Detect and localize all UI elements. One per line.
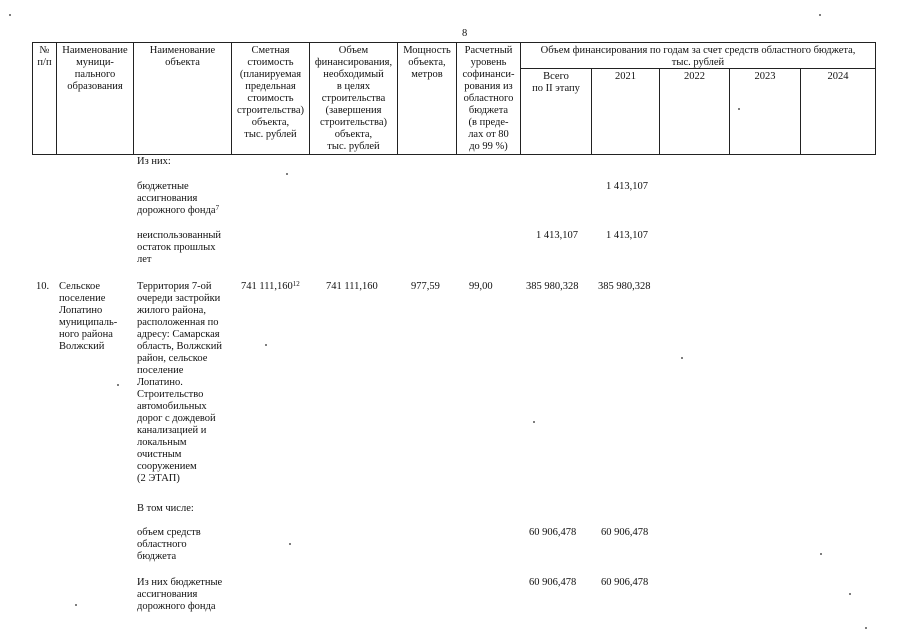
header-capacity bbox=[398, 45, 456, 81]
row10-cost bbox=[241, 281, 300, 293]
header-total-text: Всего по II этапу bbox=[532, 71, 580, 94]
header-2024-text: 2024 bbox=[827, 71, 849, 82]
row10-level: 99,00 bbox=[469, 281, 493, 292]
header-2023 bbox=[730, 71, 800, 83]
header-funding-group-text: Объем финансирования по годам за счет средств областного бюджета, тыс. рублей bbox=[540, 45, 856, 68]
row10-volume: 741 111,160 bbox=[326, 281, 378, 292]
row-unused-2021: 1 413,107 bbox=[606, 230, 648, 241]
row10-number: 10. bbox=[36, 281, 50, 292]
row10-cost-text: 741 111,160 bbox=[241, 281, 293, 292]
row-iz-nih: Из них: bbox=[137, 156, 171, 167]
row-regional-2021: 60 906,478 bbox=[601, 527, 649, 538]
row-unused-rest: неиспользованный остаток прошлых лет bbox=[137, 230, 222, 265]
header-municipality-text: Наименование муници- пального образования bbox=[62, 45, 128, 92]
row10-cost-sup: 12 bbox=[292, 280, 300, 288]
header-object bbox=[134, 45, 231, 69]
row10-municipality: Сельское поселение Лопатино муниципаль- ного района Волжский bbox=[59, 281, 118, 352]
header-capacity-text: Мощность объекта, метров bbox=[403, 45, 451, 80]
row10-capacity: 977,59 bbox=[411, 281, 440, 292]
header-total bbox=[521, 71, 591, 95]
header-level bbox=[457, 45, 520, 153]
row10-total: 385 980,328 bbox=[526, 281, 579, 292]
row10-2021: 385 980,328 bbox=[598, 281, 651, 292]
row-incl: В том числе: bbox=[137, 503, 194, 514]
header-cost-text: Сметная стоимость (планируемая предельная стоимость строительства) объекта, тыс. рублей bbox=[237, 45, 304, 140]
header-num bbox=[33, 45, 56, 69]
header-municipality bbox=[57, 45, 133, 93]
header-cost bbox=[232, 45, 309, 141]
header-2021-text: 2021 bbox=[615, 71, 636, 82]
row-budget-assign-2021: 1 413,107 bbox=[606, 181, 648, 192]
row-regional-budget: объем средств областного бюджета bbox=[137, 527, 201, 562]
row-budget-assign bbox=[137, 181, 219, 217]
row10-object: Территория 7-ой очереди застройки жилого района, расположенная по адресу: Самарская область, Волжский район, сельское поселение Лопатино. Строительство автомобильных дорог с дождевой канализацией и локальным очистным сооружением (2 ЭТАП) bbox=[137, 281, 222, 484]
row-unused-total: 1 413,107 bbox=[536, 230, 578, 241]
header-2022-text: 2022 bbox=[684, 71, 705, 82]
row-regional-total: 60 906,478 bbox=[529, 527, 577, 538]
header-2022 bbox=[660, 71, 729, 83]
header-num-text: № п/п bbox=[37, 45, 52, 68]
header-2021 bbox=[592, 71, 659, 83]
row-budget-assign-text: бюджетные ассигнования дорожного фонда bbox=[137, 181, 216, 216]
header-volume-text: Объем финансирования, необходимый в целях строительства (завершения строительства) объекта, тыс. рублей bbox=[314, 45, 393, 152]
header-object-text: Наименование объекта bbox=[149, 45, 216, 68]
header-volume bbox=[310, 45, 397, 153]
header-funding-group bbox=[521, 45, 875, 69]
row-road-total: 60 906,478 bbox=[529, 577, 577, 588]
header-2023-text: 2023 bbox=[754, 71, 776, 82]
page-number: 8 bbox=[462, 28, 468, 39]
row-road-2021: 60 906,478 bbox=[601, 577, 649, 588]
header-level-text: Расчетный уровень софинанси- рования из областного бюджета (в преде- лах от 80 до 99 %) bbox=[462, 45, 515, 152]
row-of-which-road: Из них бюджетные ассигнования дорожного фонда bbox=[137, 577, 223, 612]
header-2024 bbox=[801, 71, 875, 83]
row-budget-assign-sup: 7 bbox=[215, 204, 220, 212]
